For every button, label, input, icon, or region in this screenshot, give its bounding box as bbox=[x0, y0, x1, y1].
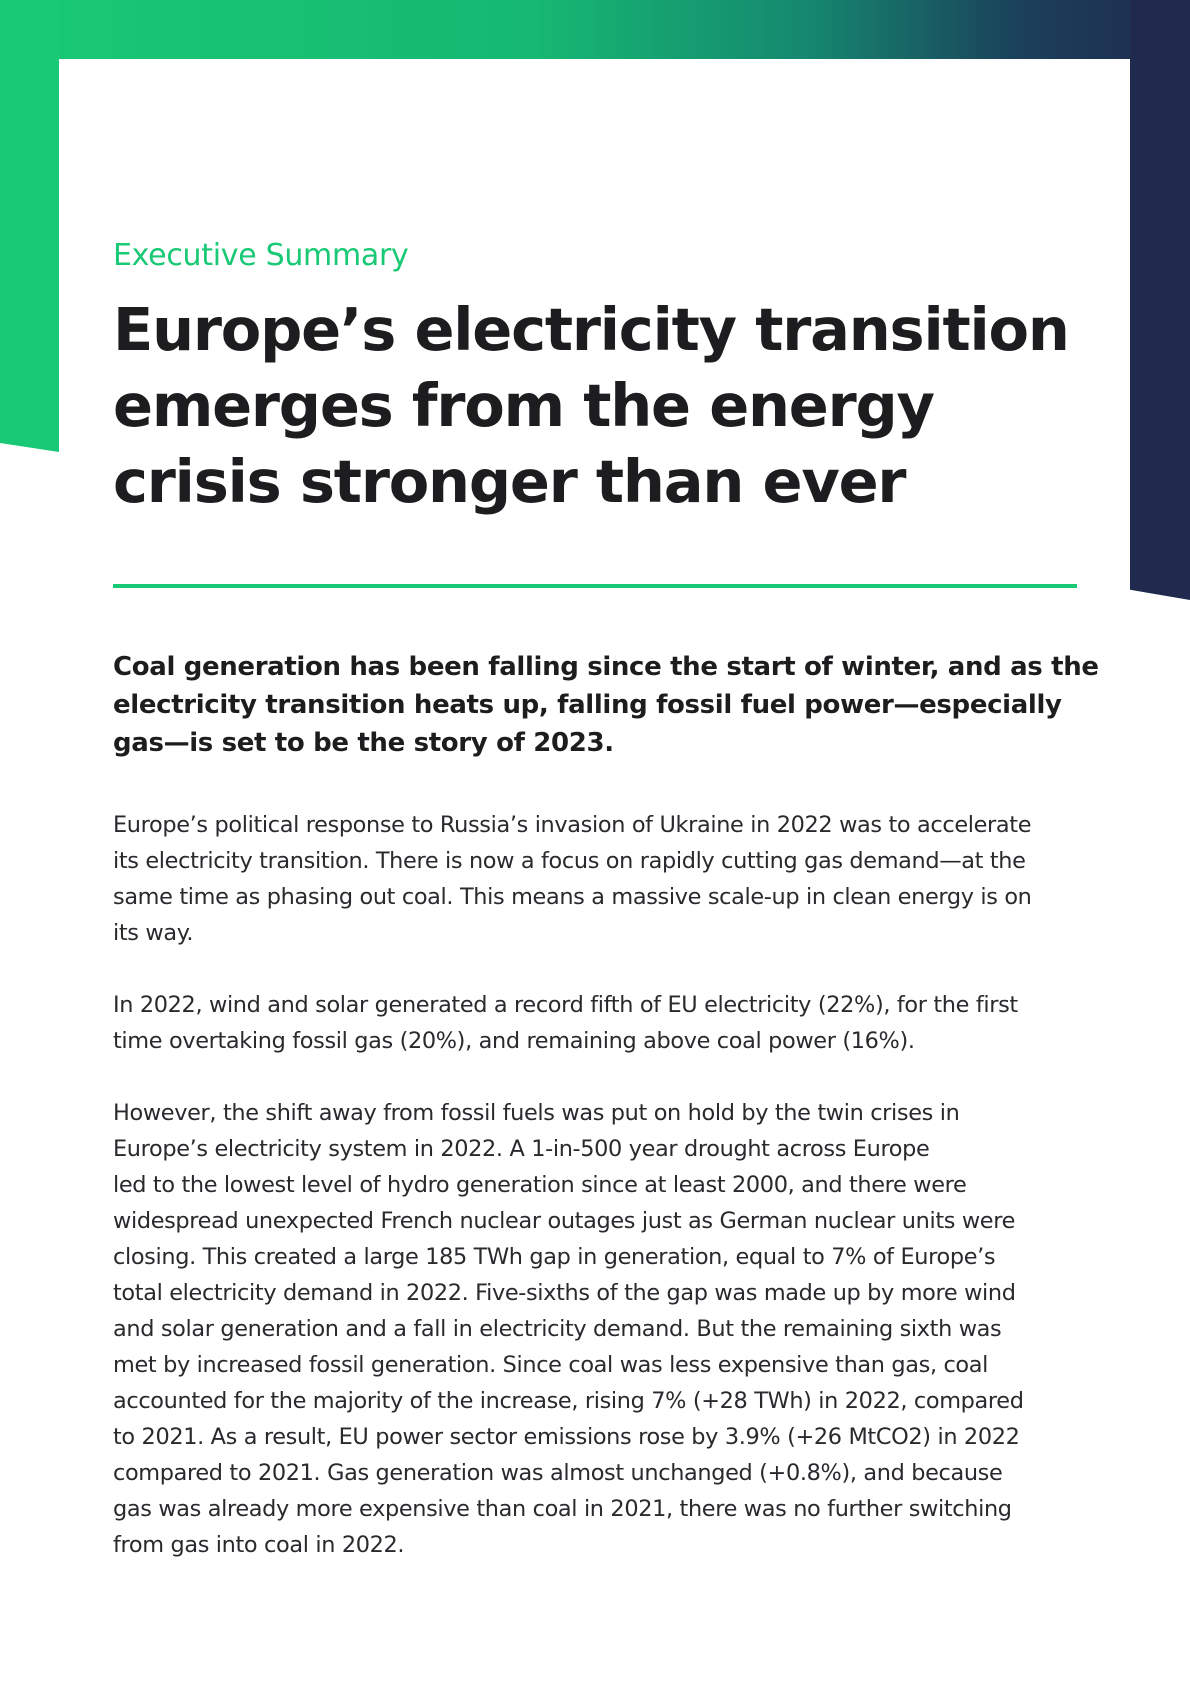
lead-line: electricity transition heats up, falling fossil fuel power—especially bbox=[113, 690, 1062, 720]
paragraph-line: closing. This created a large 185 TWh gap in generation, equal to 7% of Europe’s bbox=[113, 1244, 996, 1270]
title-line: emerges from the energy bbox=[113, 371, 934, 440]
paragraph-line: However, the shift away from fossil fuels was put on hold by the twin crises in bbox=[113, 1100, 960, 1126]
title-line: Europe’s electricity transition bbox=[113, 295, 1069, 364]
lead-line: gas—is set to be the story of 2023. bbox=[113, 728, 614, 758]
paragraph-line: total electricity demand in 2022. Five-sixths of the gap was made up by more wind bbox=[113, 1280, 1016, 1306]
paragraph-line: led to the lowest level of hydro generation since at least 2000, and there were bbox=[113, 1172, 967, 1198]
page-title bbox=[113, 292, 1083, 520]
paragraph-line: In 2022, wind and solar generated a record fifth of EU electricity (22%), for the first bbox=[113, 992, 1018, 1018]
paragraph-line: Europe’s political response to Russia’s invasion of Ukraine in 2022 was to accelerate bbox=[113, 812, 1032, 838]
paragraph-line: widespread unexpected French nuclear outages just as German nuclear units were bbox=[113, 1208, 1016, 1234]
divider-rule bbox=[113, 584, 1077, 588]
paragraph-line: to 2021. As a result, EU power sector emissions rose by 3.9% (+26 MtCO2) in 2022 bbox=[113, 1424, 1020, 1450]
title-line: crisis stronger than ever bbox=[113, 447, 906, 516]
paragraph-line: its way. bbox=[113, 920, 194, 946]
body-paragraph-1 bbox=[113, 807, 1088, 951]
body-paragraph-3 bbox=[113, 1095, 1088, 1563]
paragraph-line: Europe’s electricity system in 2022. A 1-in-500 year drought across Europe bbox=[113, 1136, 930, 1162]
section-eyebrow: Executive Summary bbox=[113, 238, 409, 273]
paragraph-line: from gas into coal in 2022. bbox=[113, 1532, 405, 1558]
paragraph-line: met by increased fossil generation. Since coal was less expensive than gas, coal bbox=[113, 1352, 989, 1378]
paragraph-line: its electricity transition. There is now a focus on rapidly cutting gas demand—at the bbox=[113, 848, 1026, 874]
paragraph-line: compared to 2021. Gas generation was almost unchanged (+0.8%), and because bbox=[113, 1460, 1003, 1486]
left-green-accent bbox=[0, 0, 59, 452]
paragraph-line: same time as phasing out coal. This means a massive scale-up in clean energy is on bbox=[113, 884, 1032, 910]
paragraph-line: gas was already more expensive than coal in 2021, there was no further switching bbox=[113, 1496, 1012, 1522]
lead-line: Coal generation has been falling since the start of winter, and as the bbox=[113, 652, 1099, 682]
paragraph-line: time overtaking fossil gas (20%), and remaining above coal power (16%). bbox=[113, 1028, 915, 1054]
paragraph-line: accounted for the majority of the increase, rising 7% (+28 TWh) in 2022, compared bbox=[113, 1388, 1024, 1414]
right-navy-accent bbox=[1130, 0, 1190, 600]
lead-paragraph bbox=[113, 648, 1099, 762]
paragraph-line: and solar generation and a fall in electricity demand. But the remaining sixth was bbox=[113, 1316, 1002, 1342]
body-paragraph-2 bbox=[113, 987, 1088, 1059]
